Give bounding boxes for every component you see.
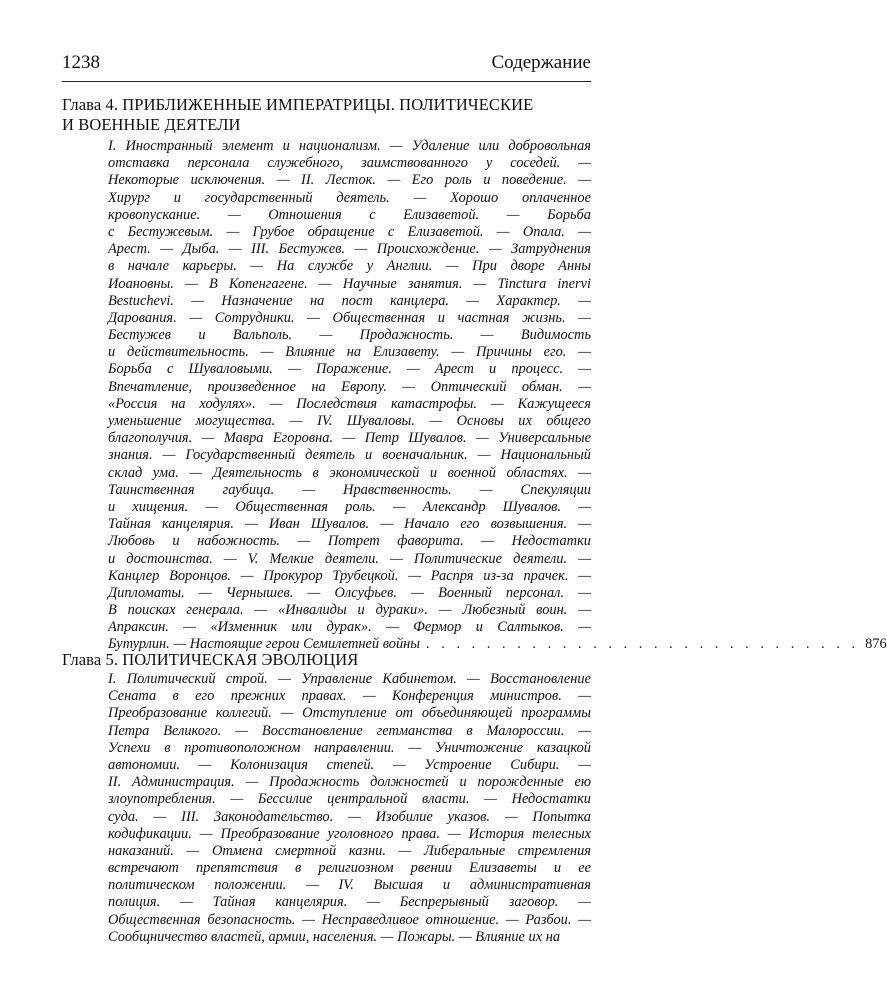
chapter-title-line: И ВОЕННЫЕ ДЕЯТЕЛИ	[62, 115, 241, 134]
summary-line: Bestuchevi. — Назначение на пост канцлера. — Характер. —	[108, 292, 591, 309]
summary-line: В поисках генерала. — «Инвалиды и дураки». — Любезный воин. —	[108, 602, 591, 619]
leader-dots: . . . . . . . . . . . . . . . . . . . . . . . . . . . . .	[426, 636, 860, 653]
header-rule	[62, 81, 591, 82]
chapter-5-title	[62, 650, 591, 670]
summary-line: и действительность. — Влияние на Елизавету. — Причины его. —	[108, 344, 591, 361]
summary-line: «Россия на ходулях». — Последствия катастрофы. — Кажущееся	[108, 395, 591, 412]
summary-line: Хирург и государственный деятель. — Хорошо оплаченное	[108, 189, 591, 206]
toc-page-number[interactable]: 876	[865, 636, 887, 653]
summary-line: Преобразование коллегий. — Отступление от объединяющей программы	[108, 705, 591, 722]
summary-line: знания. — Государственный деятель и военачальник. — Национальный	[108, 447, 591, 464]
chapter-title-line: Глава 5. ПОЛИТИЧЕСКАЯ ЭВОЛЮЦИЯ	[62, 650, 359, 669]
summary-line: Общественная безопасность. — Несправедливое отношение. — Разбои. —	[108, 911, 591, 928]
summary-line: Иоановны. — В Копенгагене. — Научные занятия. — Tincturа inervi	[108, 275, 591, 292]
running-title: Содержание	[491, 52, 591, 73]
page-header	[62, 52, 591, 78]
summary-line: I. Политический строй. — Управление Кабинетом. — Восстановление	[108, 671, 591, 687]
summary-line: Тайная канцелярия. — Иван Шувалов. — Начало его возвышения. —	[108, 516, 591, 533]
summary-line: благополучия. — Мавра Егоровна. — Петр Шувалов. — Универсальные	[108, 430, 591, 447]
summary-line: Бестужев и Вальполь. — Продажность. — Видимость	[108, 327, 591, 344]
summary-line: II. Администрация. — Продажность должностей и порожденные ею	[108, 774, 591, 791]
summary-line: Бутурлин. — Настоящие герои Семилетней войны	[108, 636, 421, 653]
summary-line: Арест. — Дыба. — III. Бестужев. — Происхождение. — Затруднения	[108, 241, 591, 258]
summary-line: и достоинства. — V. Мелкие деятели. — Политические деятели. —	[108, 550, 591, 567]
summary-line: автономии. — Колонизация степей. — Устроение Сибири. —	[108, 756, 591, 773]
summary-line: Борьба с Шуваловыми. — Поражение. — Арест и процесс. —	[108, 361, 591, 378]
summary-line: склад ума. — Деятельность в экономической и военной областях. —	[108, 464, 591, 481]
summary-line: в начале карьеры. — На службе у Англии. — При дворе Анны	[108, 258, 591, 275]
summary-line: Таинственная гаубица. — Нравственность. — Спекуляции	[108, 481, 591, 498]
summary-line: уменьшение могущества. — IV. Шуваловы. — Основы их общего	[108, 413, 591, 429]
summary-line: наказаний. — Отмена смертной казни. — Либеральные стремления	[108, 842, 591, 859]
summary-line: отставка персонала служебного, заимствованного у соседей. —	[108, 155, 591, 172]
summary-line: полиция. — Тайная канцелярия. — Беспрерывный заговор. —	[108, 894, 591, 911]
summary-line: и хищения. — Общественная роль. — Александр Шувалов. —	[108, 498, 591, 515]
summary-line: с Бестужевым. — Грубое обращение с Елизаветой. — Опала. —	[108, 223, 591, 240]
summary-line: Впечатление, произведенное на Европу. — Оптический обман. —	[108, 378, 591, 395]
summary-line: Дарования. — Сотрудники. — Общественная и частная жизнь. —	[108, 309, 591, 326]
summary-line: суда. — III. Законодательство. — Изобилие указов. — Попытка	[108, 808, 591, 825]
chapter-title-line: Глава 4. ПРИБЛИЖЕННЫЕ ИМПЕРАТРИЦЫ. ПОЛИТИЧЕСКИЕ	[62, 95, 534, 114]
chapter-4-title	[62, 95, 591, 135]
summary-line: Сообщничество властей, армии, населения. — Пожары. — Влияние их на	[108, 928, 561, 945]
summary-line: Апраксин. — «Изменник или дурак». — Фермор и Салтыков. —	[108, 619, 591, 636]
summary-line: Сената в его прежних правах. — Конференция министров. —	[108, 688, 591, 705]
summary-line: Дипломаты. — Чернышев. — Олсуфьев. — Военный персонал. —	[108, 584, 591, 601]
summary-line: Некоторые исключения. — II. Лесток. — Его роль и поведение. —	[108, 172, 591, 189]
summary-line: встречают препятствия в религиозном рвении Елизаветы и ее	[108, 860, 591, 877]
summary-line: Любовь и набожность. — Потрет фаворита. — Недостатки	[108, 533, 591, 550]
chapter-4-summary	[108, 138, 887, 654]
summary-line: кровопускание. — Отношения с Елизаветой. — Борьба	[108, 206, 591, 223]
summary-line: кодификации. — Преобразование уголовного права. — История телесных	[108, 825, 591, 842]
summary-line: I. Иностранный элемент и национализм. — Удаление или добровольная	[108, 138, 591, 154]
summary-line: злоупотребления. — Бессилие центральной власти. — Недостатки	[108, 791, 591, 808]
summary-line: Петра Великого. — Восстановление гетманства в Малороссии. —	[108, 722, 591, 739]
chapter-5-summary	[108, 671, 591, 946]
summary-line: Успехи в противоположном направлении. — Уничтожение казацкой	[108, 739, 591, 756]
summary-line: политическом положении. — IV. Высшая и административная	[108, 877, 591, 894]
summary-line: Канцлер Воронцов. — Прокурор Трубецкой. — Распря из-за прачек. —	[108, 567, 591, 584]
page-number: 1238	[62, 52, 100, 73]
